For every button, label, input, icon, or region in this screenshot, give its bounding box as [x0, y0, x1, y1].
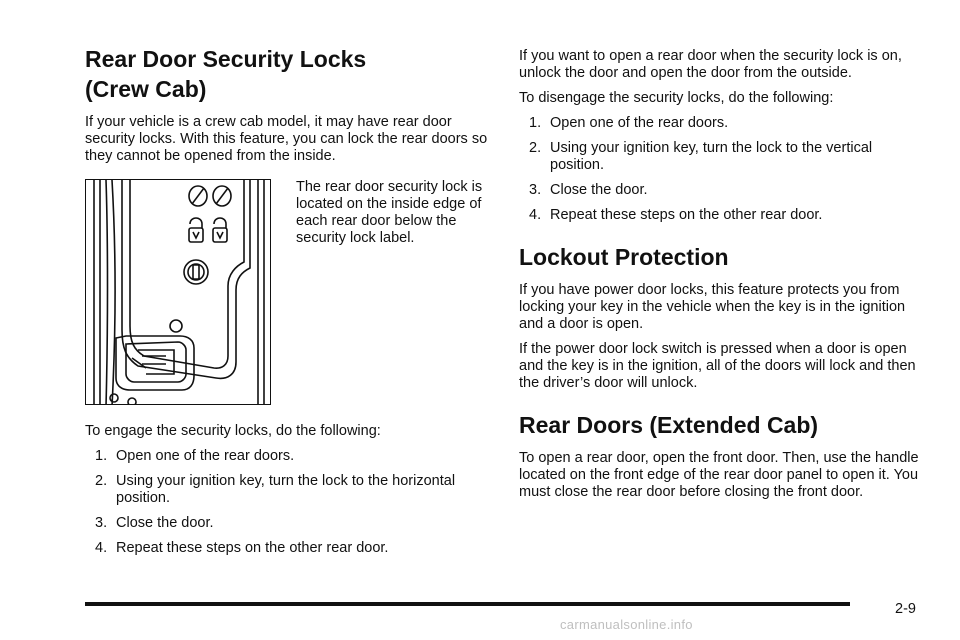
step-text: Open one of the rear doors. — [550, 115, 729, 131]
step-number: 4. — [529, 207, 542, 223]
lockout-paragraph-1: If you have power door locks, this feature protects you from locking your key in the vehicle when the key is in the ignition and a door is open. — [519, 282, 906, 332]
figure-caption: The rear door security lock is located on the inside edge of each rear door below the security lock label. — [296, 179, 483, 246]
door-lock-illustration — [85, 179, 271, 405]
step-text: Close the door. — [550, 182, 648, 198]
step-number: 3. — [95, 515, 108, 531]
step-number: 2. — [529, 140, 542, 156]
list-item — [519, 140, 929, 174]
section-title-security-locks — [85, 44, 495, 104]
step-text: Repeat these steps on the other rear door. — [550, 207, 823, 223]
step-number: 4. — [95, 540, 108, 556]
step-number: 3. — [529, 182, 542, 198]
list-item — [519, 182, 929, 199]
left-column — [85, 44, 495, 557]
step-number: 2. — [95, 473, 108, 489]
step-text: Open one of the rear doors. — [116, 448, 295, 464]
engage-steps-list — [85, 448, 495, 557]
step-number: 1. — [95, 448, 108, 464]
step-text: Repeat these steps on the other rear door. — [116, 540, 389, 556]
section-title-extended-cab: Rear Doors (Extended Cab) — [519, 412, 819, 438]
list-item — [85, 515, 495, 532]
figure-row — [85, 179, 495, 415]
list-item — [519, 115, 929, 132]
list-item — [85, 540, 495, 557]
list-item — [85, 473, 495, 507]
engage-intro: To engage the security locks, do the following: — [85, 423, 381, 439]
step-text: Using your ignition key, turn the lock to the horizontal position. — [116, 473, 456, 506]
section-title-lockout: Lockout Protection — [519, 244, 729, 270]
disengage-intro: To disengage the security locks, do the following: — [519, 90, 834, 106]
step-number: 1. — [529, 115, 542, 131]
right-column — [519, 48, 929, 501]
footer-rule — [85, 602, 850, 606]
step-text: Close the door. — [116, 515, 214, 531]
watermark-text: carmanualsonline.info — [560, 617, 693, 632]
title-line-2: (Crew Cab) — [85, 76, 207, 102]
door-lock-drawing — [86, 180, 271, 405]
list-item — [85, 448, 495, 465]
open-paragraph: If you want to open a rear door when the security lock is on, unlock the door and open the door from the outside. — [519, 48, 902, 81]
lockout-paragraph-2: If the power door lock switch is pressed when a door is open and the key is in the ignition, all of the doors will lock and then the driver’s door will unlock. — [519, 341, 916, 391]
disengage-steps-list — [519, 115, 929, 224]
intro-paragraph: If your vehicle is a crew cab model, it may have rear door security locks. With this feature, you can lock the rear doors so they cannot be opened from the inside. — [85, 114, 488, 164]
step-text: Using your ignition key, turn the lock to the vertical position. — [550, 140, 873, 173]
title-line-1: Rear Door Security Locks — [85, 46, 367, 72]
list-item — [519, 207, 929, 224]
page-number: 2-9 — [895, 601, 916, 617]
extended-cab-paragraph: To open a rear door, open the front door. Then, use the handle located on the front edge of the rear door panel to open it. You must close the rear door before closing the front door. — [519, 450, 919, 500]
